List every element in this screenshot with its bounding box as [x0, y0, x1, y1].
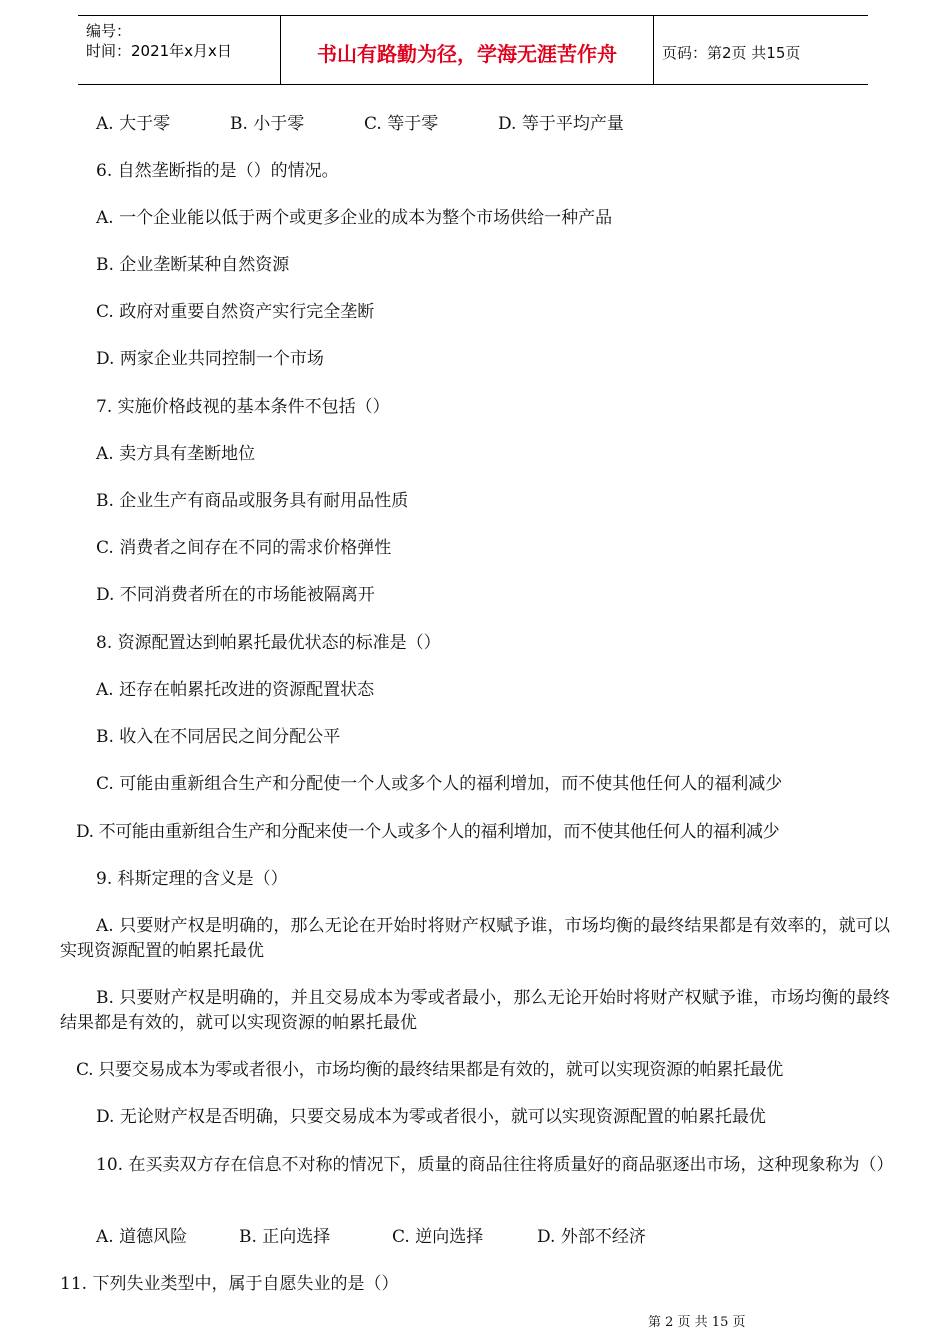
q7-option-b: B. 企业生产有商品或服务具有耐用品性质 [96, 491, 409, 511]
q7-option-c: C. 消费者之间存在不同的需求价格弹性 [96, 538, 392, 558]
q10-option-c: C. 逆向选择 [392, 1227, 484, 1247]
q10-options-row [96, 1225, 646, 1249]
q8-option-c: C. 可能由重新组合生产和分配使一个人或多个人的福利增加，而不使其他任何人的福利减少 [96, 774, 783, 794]
q7-option-d: D. 不同消费者所在的市场能被隔离开 [96, 585, 375, 605]
q7-option-a: A. 卖方具有垄断地位 [96, 444, 256, 464]
q9-option-a: A. 只要财产权是明确的，那么无论在开始时将财产权赋予谁，市场均衡的最终结果都是有效率的，就可以实现资源配置的帕累托最优 [60, 916, 890, 961]
q10-option-d: D. 外部不经济 [537, 1227, 646, 1247]
q11-stem: 11. 下列失业类型中，属于自愿失业的是（） [60, 1274, 399, 1294]
page-footer: 第 2 页 共 15 页 [648, 1315, 746, 1330]
q9-option-d: D. 无论财产权是否明确，只要交易成本为零或者很小，就可以实现资源配置的帕累托最优 [96, 1107, 766, 1127]
q6-option-c: C. 政府对重要自然资产实行完全垄断 [96, 302, 375, 322]
q6-option-d: D. 两家企业共同控制一个市场 [96, 349, 324, 369]
q8-option-d: D. 不可能由重新组合生产和分配来使一个人或多个人的福利增加，而不使其他任何人的福利减少 [76, 822, 780, 842]
q9-option-c: C. 只要交易成本为零或者很小，市场均衡的最终结果都是有效的，就可以实现资源的帕累托最优 [76, 1060, 784, 1080]
header-motto-cell [281, 16, 654, 84]
header-info-cell [78, 16, 281, 84]
page-header [78, 15, 868, 85]
q8-stem: 8. 资源配置达到帕累托最优状态的标准是（） [96, 633, 441, 653]
header-page-number: 页码：第2页 共15页 [662, 44, 801, 62]
q10-stem: 10. 在买卖双方存在信息不对称的情况下，质量的商品往往将质量好的商品驱逐出市场，这种现象称为（） [96, 1155, 894, 1175]
document-time-label: 时间：2021年x月x日 [86, 42, 232, 60]
q6-option-b: B. 企业垄断某种自然资源 [96, 255, 290, 275]
q8-option-b: B. 收入在不同居民之间分配公平 [96, 727, 341, 747]
q9-stem: 9. 科斯定理的含义是（） [96, 869, 288, 889]
header-page-cell [654, 16, 868, 84]
q5-option-d: D. 等于平均产量 [498, 114, 624, 134]
q5-option-a: A. 大于零 [96, 114, 171, 134]
q6-stem: 6. 自然垄断指的是（）的情况。 [96, 161, 339, 181]
q5-option-c: C. 等于零 [364, 114, 439, 134]
q9-option-b: B. 只要财产权是明确的，并且交易成本为零或者最小，那么无论开始时将财产权赋予谁，市场均衡的最终结果都是有效的，就可以实现资源的帕累托最优 [60, 988, 890, 1033]
header-motto: 书山有路勤为径，学海无涯苦作舟 [317, 42, 617, 66]
q5-options-row [96, 112, 624, 136]
document-number-label: 编号： [86, 22, 132, 40]
q8-option-a: A. 还存在帕累托改进的资源配置状态 [96, 680, 375, 700]
q5-option-b: B. 小于零 [230, 114, 305, 134]
q7-stem: 7. 实施价格歧视的基本条件不包括（） [96, 397, 390, 417]
q10-option-b: B. 正向选择 [239, 1227, 331, 1247]
q6-option-a: A. 一个企业能以低于两个或更多企业的成本为整个市场供给一种产品 [96, 208, 613, 228]
q10-option-a: A. 道德风险 [96, 1227, 188, 1247]
